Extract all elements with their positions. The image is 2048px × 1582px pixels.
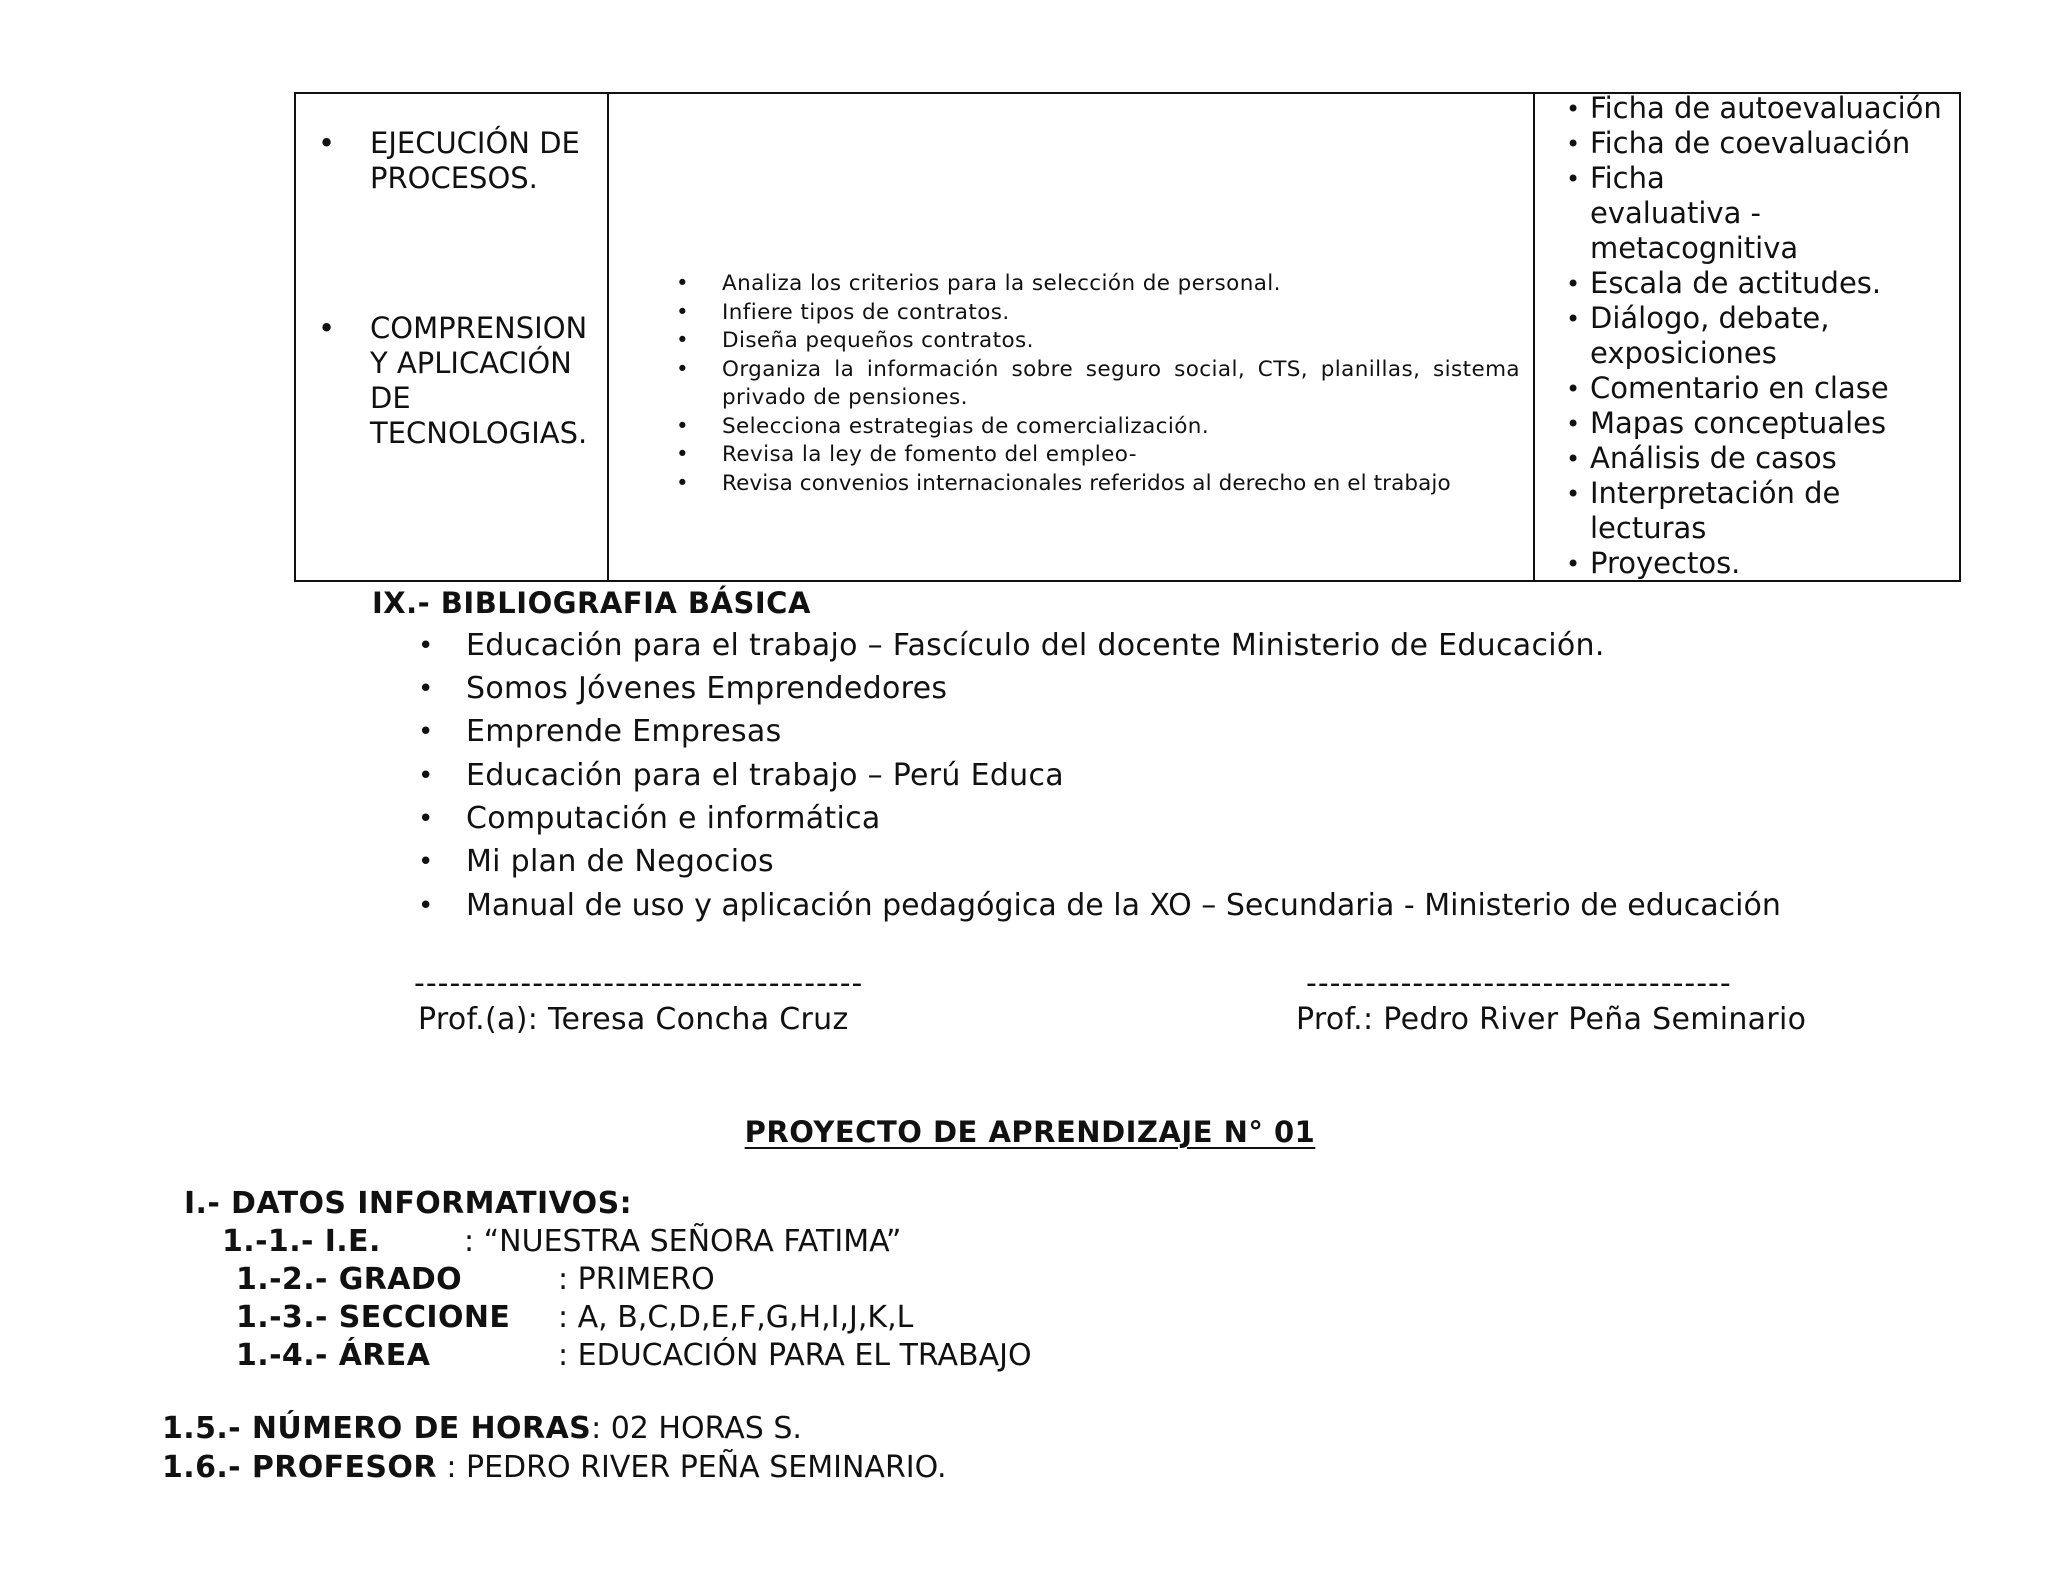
instruments-column xyxy=(1566,91,1956,581)
indicator-item: • Infiere tipos de contratos. xyxy=(676,299,1520,328)
instrument-item: • Diálogo, debate, exposiciones xyxy=(1566,301,1830,371)
field-value: : EDUCACIÓN PARA EL TRABAJO xyxy=(558,1338,1032,1373)
instrument-item: • Mapas conceptuales xyxy=(1566,406,1956,441)
table-border-right xyxy=(1959,92,1961,582)
datos-informativos-title: I.- DATOS INFORMATIVOS: xyxy=(184,1186,632,1221)
signature-line-right: ------------------------------------ xyxy=(1306,966,1732,1001)
field-label: 1.5.- NÚMERO DE HORAS xyxy=(162,1411,592,1446)
bullet-icon: • xyxy=(418,804,434,834)
indicator-item: • Analiza los criterios para la selección de personal. xyxy=(676,270,1520,299)
table-divider-1 xyxy=(607,92,609,582)
bullet-icon: • xyxy=(418,891,434,921)
field-label: 1.6.- PROFESOR xyxy=(162,1450,437,1485)
field-label: 1.-4.- ÁREA xyxy=(236,1338,431,1373)
bullet-icon: • xyxy=(418,847,434,877)
table-divider-2 xyxy=(1533,92,1535,582)
field-value: : PEDRO RIVER PEÑA SEMINARIO. xyxy=(436,1450,947,1485)
indicator-item: • Revisa la ley de fomento del empleo- xyxy=(676,441,1520,470)
field-label: 1.-1.- I.E. xyxy=(222,1224,381,1259)
instrument-item: • Proyectos. xyxy=(1566,546,1956,581)
field-value: : “NUESTRA SEÑORA FATIMA” xyxy=(464,1224,902,1259)
field-label: 1.-3.- SECCIONE xyxy=(236,1300,511,1335)
instrument-item: • Escala de actitudes. xyxy=(1566,266,1956,301)
field-row xyxy=(162,1411,802,1447)
table-border-left xyxy=(294,92,296,582)
signature-name-left: Prof.(a): Teresa Concha Cruz xyxy=(418,1002,849,1037)
instrument-item: • Ficha evaluativa - metacognitiva xyxy=(1566,161,1820,266)
indicators-column xyxy=(676,270,1520,498)
field-value: : 02 HORAS S. xyxy=(591,1411,802,1446)
field-row xyxy=(222,1224,902,1260)
bullet-icon: • xyxy=(418,674,434,704)
bibliography-title: IX.- BIBLIOGRAFIA BÁSICA xyxy=(372,586,811,620)
bullet-icon: • xyxy=(418,631,434,661)
instrument-item: • Ficha de autoevaluación xyxy=(1566,91,1956,126)
field-row xyxy=(236,1262,715,1298)
instrument-item: • Interpretación de lecturas xyxy=(1566,476,1850,546)
bullet-icon: • xyxy=(418,717,434,747)
instrument-item: • Análisis de casos xyxy=(1566,441,1956,476)
field-value: : A, B,C,D,E,F,G,H,I,J,K,L xyxy=(558,1300,914,1335)
indicator-item: • Revisa convenios internacionales referidos al derecho en el trabajo xyxy=(676,470,1520,499)
capacities-column xyxy=(306,126,606,451)
capacity-item: • EJECUCIÓN DE PROCESOS. xyxy=(306,126,606,196)
field-value: : PRIMERO xyxy=(558,1262,715,1297)
field-row xyxy=(236,1300,914,1336)
indicator-item: • Selecciona estrategias de comercialización. xyxy=(676,413,1520,442)
field-label: 1.-2.- GRADO xyxy=(236,1262,463,1297)
field-row xyxy=(162,1450,947,1486)
indicator-item: • Diseña pequeños contratos. xyxy=(676,327,1520,356)
bullet-icon: • xyxy=(418,761,434,791)
instrument-item: • Comentario en clase xyxy=(1566,371,1956,406)
signature-name-right: Prof.: Pedro River Peña Seminario xyxy=(1296,1002,1807,1037)
field-row xyxy=(236,1338,1032,1374)
instrument-item: • Ficha de coevaluación xyxy=(1566,126,1956,161)
capacity-item: • COMPRENSION Y APLICACIÓN DE TECNOLOGIAS. xyxy=(306,311,606,451)
project-title: PROYECTO DE APRENDIZAJE N° 01 xyxy=(744,1115,1316,1149)
signature-line-left: -------------------------------------- xyxy=(414,966,864,1001)
indicator-item: • Organiza la información sobre seguro social, CTS, planillas, sistema privado de pensiones. xyxy=(676,356,1520,413)
